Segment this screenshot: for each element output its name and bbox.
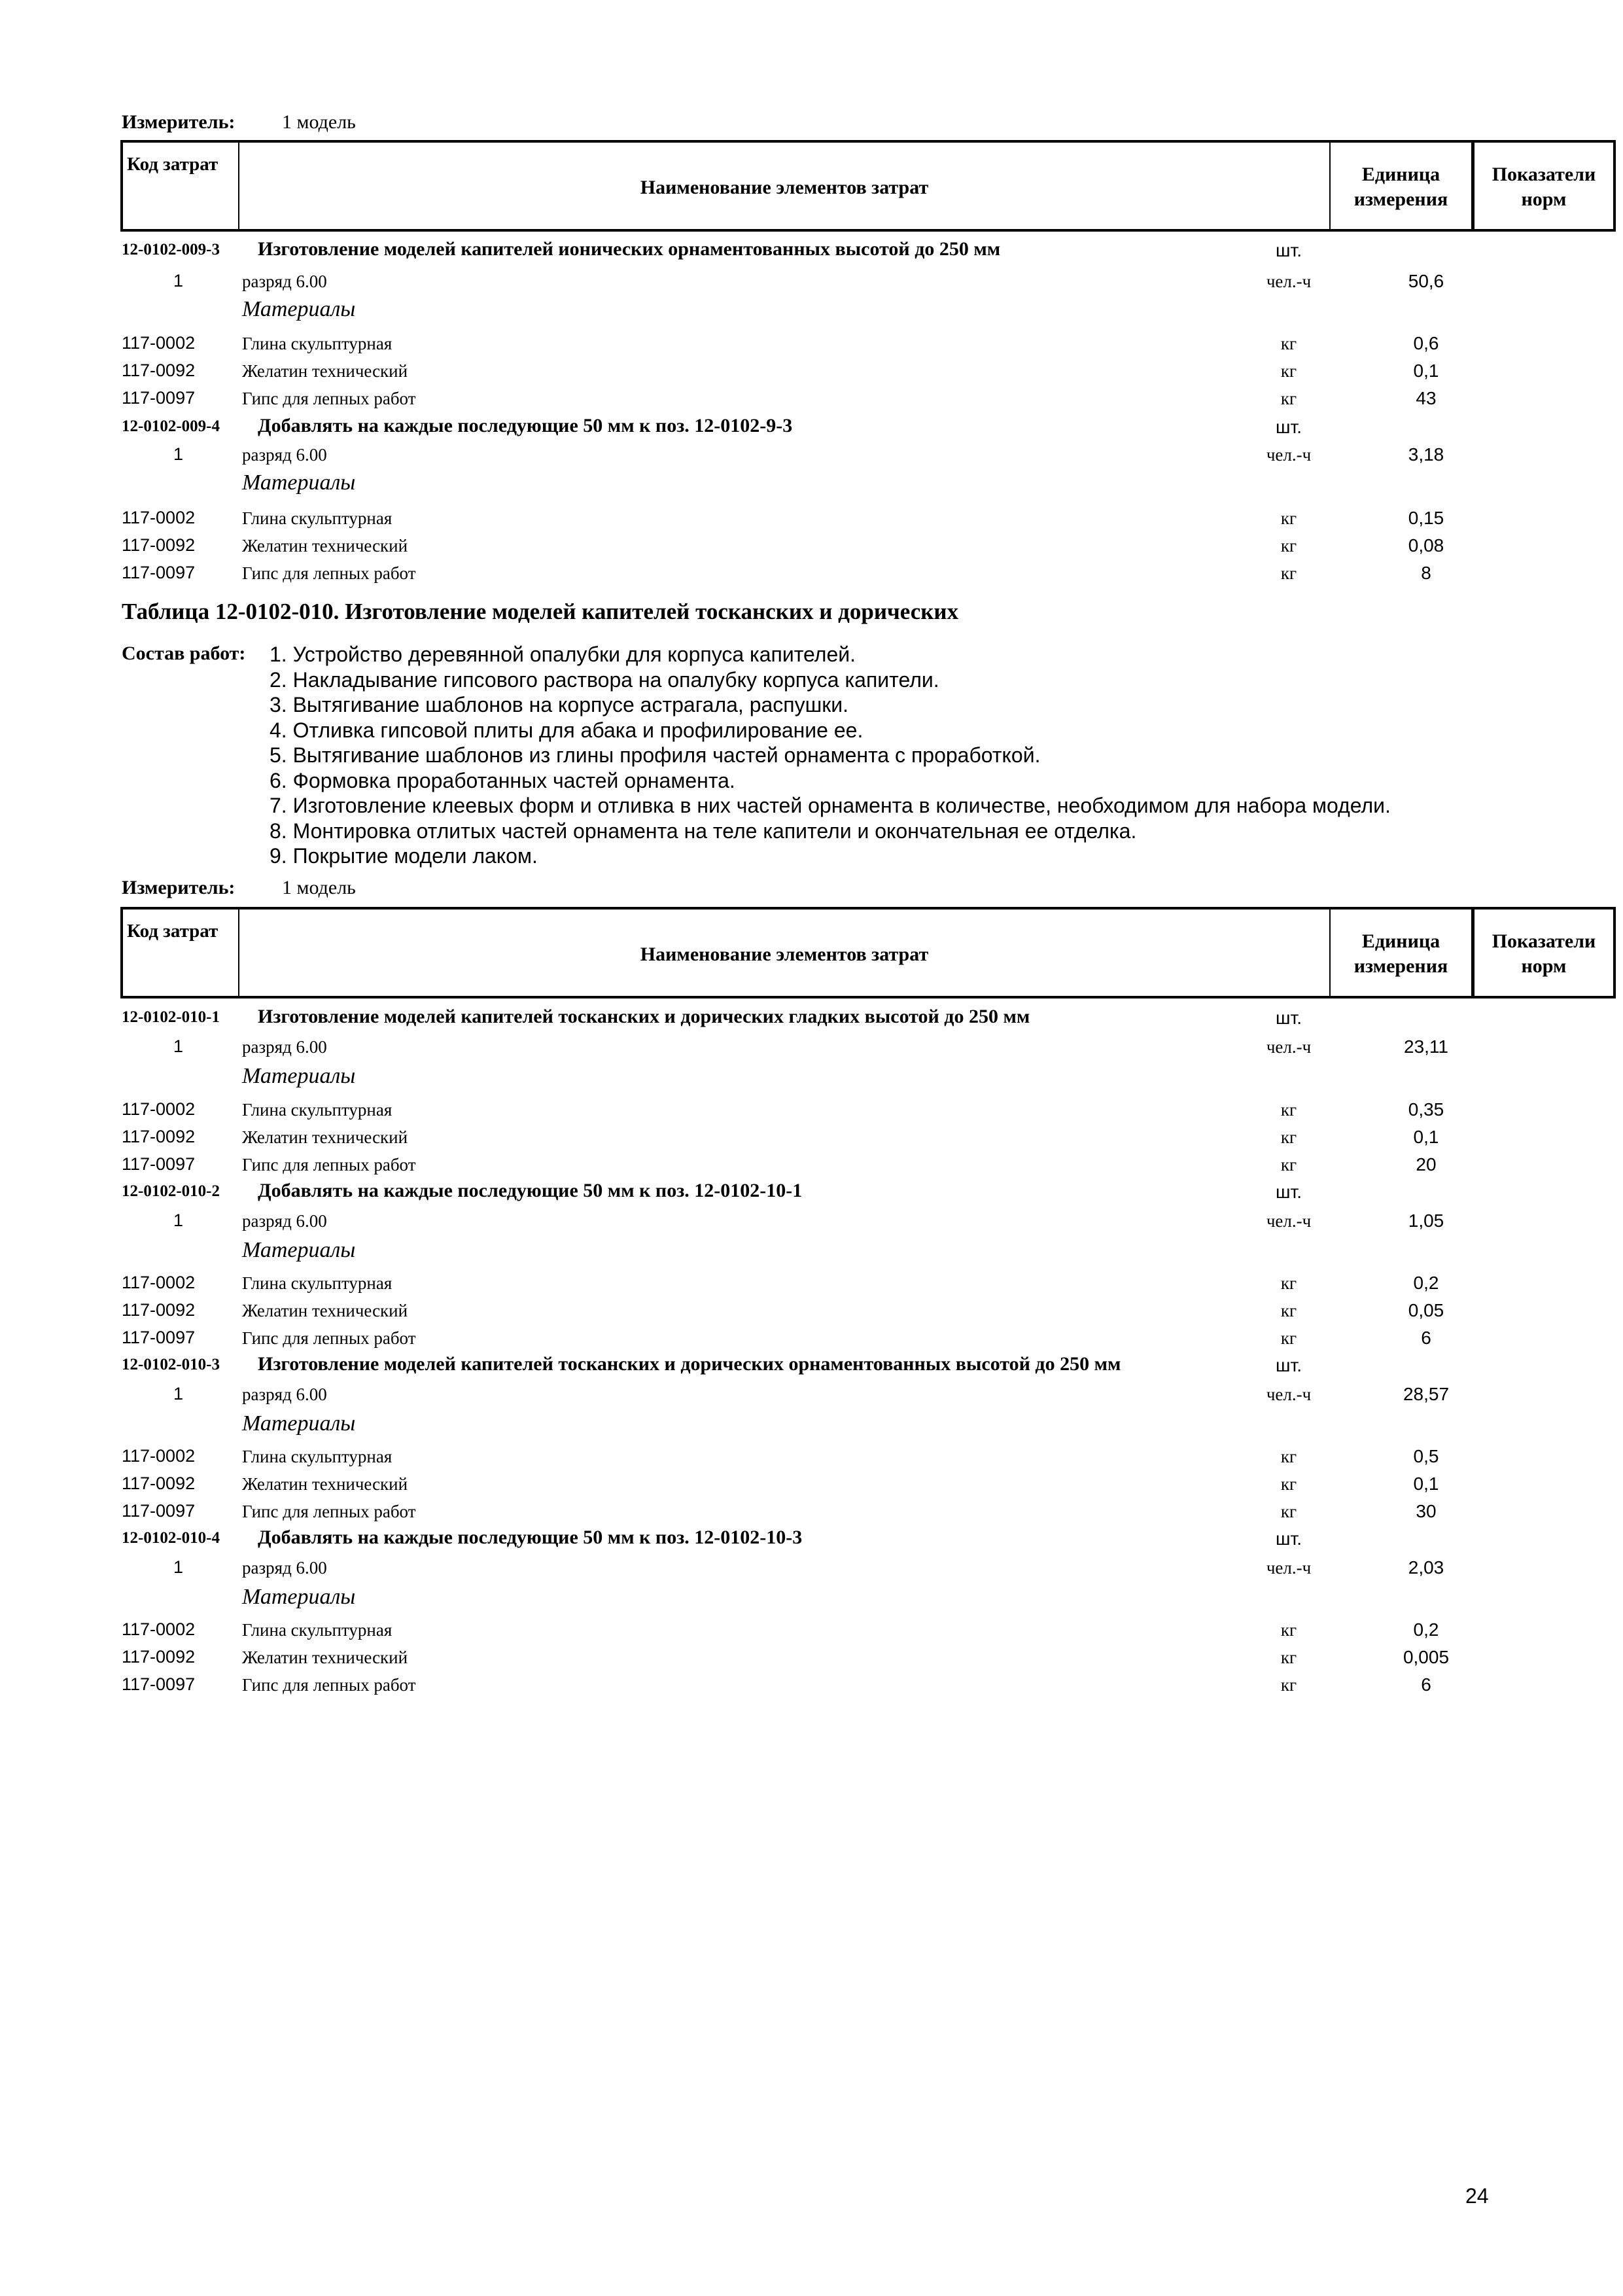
measurer-label: Измеритель: [122, 877, 236, 898]
row-name: Желатин технический [242, 361, 408, 381]
work-item: 5. Вытягивание шаблонов из глины профиля частей орнамента с проработкой. [270, 743, 1041, 767]
row-name: Изготовление моделей капителей ионических орнаментованных высотой до 250 мм [258, 238, 1001, 260]
row-name: Глина скульптурная [242, 1273, 393, 1293]
header-unit: Единица измерения [1353, 930, 1448, 977]
header-unit: Единица измерения [1353, 164, 1448, 210]
table-row [0, 1208, 1623, 1234]
row-norm: 0,1 [1413, 361, 1439, 381]
work-item: 2. Накладывание гипсового раствора на опалубку корпуса капители. [270, 668, 939, 692]
row-code: 117-0002 [122, 1273, 196, 1292]
row-code: 1 [173, 1210, 184, 1230]
row-norm: 2,03 [1408, 1557, 1444, 1578]
row-norm: 0,1 [1413, 1127, 1439, 1147]
materials-heading: Материалы [242, 1064, 356, 1088]
row-unit: чел.-ч [1266, 1385, 1312, 1404]
row-norm: 0,2 [1413, 1273, 1439, 1293]
row-unit: кг [1280, 1675, 1297, 1695]
row-name: Желатин технический [242, 1127, 408, 1147]
table-row [0, 1004, 1623, 1031]
row-code: 117-0092 [122, 535, 196, 555]
row-code: 117-0097 [122, 1154, 196, 1174]
row-name: разряд 6.00 [242, 1558, 327, 1578]
header-code: Код затрат [127, 921, 218, 942]
row-norm: 43 [1416, 388, 1437, 408]
row-unit: шт. [1276, 1008, 1302, 1028]
row-name: Гипс для лепных работ [242, 1328, 416, 1348]
table-row [0, 1555, 1623, 1581]
row-norm: 0,05 [1408, 1300, 1444, 1320]
work-item: 8. Монтировка отлитых частей орнамента на теле капители и окончательная ее отделка. [270, 819, 1137, 843]
row-name: разряд 6.00 [242, 1211, 327, 1231]
table-row [0, 414, 1623, 440]
table-row [0, 330, 1623, 357]
row-name: Глина скульптурная [242, 334, 393, 353]
row-unit: кг [1280, 1447, 1297, 1466]
row-name: Глина скульптурная [242, 1100, 393, 1120]
row-norm: 50,6 [1408, 271, 1444, 291]
row-code: 117-0092 [122, 361, 196, 380]
row-unit: кг [1280, 1648, 1297, 1667]
row-unit: чел.-ч [1266, 272, 1312, 291]
row-norm: 20 [1416, 1154, 1437, 1174]
measurer-2 [122, 877, 356, 899]
row-code: 117-0097 [122, 1328, 196, 1347]
row-unit: кг [1280, 389, 1297, 408]
header-unit-cell [1329, 140, 1473, 232]
header-unit-cell [1329, 907, 1473, 998]
materials-heading: Материалы [242, 1238, 356, 1262]
row-code: 1 [173, 444, 184, 464]
row-name: Глина скульптурная [242, 508, 393, 528]
row-norm: 0,6 [1413, 333, 1439, 353]
materials-heading: Материалы [242, 297, 356, 321]
table-row [0, 1471, 1623, 1497]
row-name: разряд 6.00 [242, 445, 327, 465]
table-header-1 [120, 140, 1596, 232]
row-name: Гипс для лепных работ [242, 563, 416, 583]
row-unit: кг [1280, 563, 1297, 583]
row-name: Гипс для лепных работ [242, 1675, 416, 1695]
row-unit: чел.-ч [1266, 1211, 1312, 1231]
row-norm: 6 [1421, 1674, 1431, 1695]
measurer-value: 1 модель [282, 111, 356, 133]
row-name: Изготовление моделей капителей тосканских и дорических гладких высотой до 250 мм [258, 1006, 1030, 1027]
table-row [0, 560, 1623, 586]
row-norm: 0,15 [1408, 508, 1444, 528]
row-code: 12-0102-009-4 [122, 417, 220, 435]
row-norm: 1,05 [1408, 1210, 1444, 1231]
table-row [0, 1097, 1623, 1123]
table-row [0, 1270, 1623, 1296]
work-item: 7. Изготовление клеевых форм и отливка в них частей орнамента в количестве, необходимом для набора модели. [270, 794, 1391, 817]
table-row [0, 470, 1623, 497]
row-code: 12-0102-010-3 [122, 1356, 220, 1373]
row-unit: кг [1280, 508, 1297, 528]
header-norm-cell [1472, 140, 1616, 232]
table-row [0, 1298, 1623, 1324]
table-row [0, 358, 1623, 384]
row-code: 117-0092 [122, 1127, 196, 1146]
row-unit: кг [1280, 1100, 1297, 1120]
row-name: Желатин технический [242, 1474, 408, 1494]
table-row [0, 1617, 1623, 1643]
row-unit: шт. [1276, 1528, 1302, 1549]
works-label: Состав работ: [122, 643, 246, 664]
table-row [0, 1034, 1623, 1060]
row-unit: кг [1280, 1502, 1297, 1521]
table-row [0, 1498, 1623, 1525]
measurer-1 [122, 111, 356, 133]
table-row [0, 297, 1623, 323]
row-norm: 0,35 [1408, 1099, 1444, 1120]
work-item: 9. Покрытие модели лаком. [270, 844, 538, 868]
row-code: 117-0097 [122, 1501, 196, 1521]
row-name: Гипс для лепных работ [242, 1155, 416, 1174]
row-name: Гипс для лепных работ [242, 389, 416, 408]
row-name: Желатин технический [242, 1301, 408, 1320]
row-unit: чел.-ч [1266, 1037, 1312, 1057]
table-row [0, 1325, 1623, 1351]
header-code-cell [120, 907, 239, 998]
header-name: Наименование элементов затрат [640, 944, 929, 965]
row-norm: 8 [1421, 563, 1431, 583]
row-code: 117-0092 [122, 1474, 196, 1493]
table-row [0, 1352, 1623, 1378]
header-name: Наименование элементов затрат [640, 177, 929, 198]
row-code: 117-0002 [122, 1619, 196, 1639]
table-row [0, 1381, 1623, 1407]
row-name: Желатин технический [242, 536, 408, 556]
materials-heading: Материалы [242, 1411, 356, 1436]
table-row [0, 1525, 1623, 1551]
row-unit: кг [1280, 536, 1297, 556]
table-header-2 [120, 907, 1596, 998]
measurer-label: Измеритель: [122, 111, 236, 133]
table-row [0, 1443, 1623, 1470]
table-row [0, 1152, 1623, 1178]
row-name: Желатин технический [242, 1648, 408, 1667]
table-row [0, 1411, 1623, 1438]
row-norm: 0,5 [1413, 1446, 1439, 1466]
table-row [0, 385, 1623, 412]
row-unit: кг [1280, 1474, 1297, 1494]
row-unit: кг [1280, 334, 1297, 353]
header-norm: Показатели норм [1492, 164, 1596, 210]
row-code: 1 [173, 271, 184, 291]
row-code: 1 [173, 1036, 184, 1056]
row-code: 1 [173, 1557, 184, 1577]
table-title: Таблица 12-0102-010. Изготовление моделей капителей тосканских и дорических [122, 599, 959, 624]
table-row [0, 237, 1623, 263]
row-code: 12-0102-009-3 [122, 241, 220, 258]
row-unit: чел.-ч [1266, 1558, 1312, 1578]
table-row [0, 1238, 1623, 1264]
row-code: 12-0102-010-4 [122, 1529, 220, 1547]
row-unit: кг [1280, 1620, 1297, 1640]
table-row [0, 1064, 1623, 1090]
row-name: разряд 6.00 [242, 1037, 327, 1057]
table-row [0, 1672, 1623, 1698]
row-norm: 0,005 [1403, 1647, 1450, 1667]
row-unit: кг [1280, 1155, 1297, 1174]
row-norm: 23,11 [1404, 1036, 1448, 1057]
page-number: 24 [1465, 2184, 1489, 2208]
header-name-cell [238, 140, 1331, 232]
row-unit: кг [1280, 1273, 1297, 1293]
row-name: Изготовление моделей капителей тосканских и дорических орнаментованных высотой до 250 мм [258, 1353, 1121, 1375]
row-name: Глина скульптурная [242, 1620, 393, 1640]
measurer-value: 1 модель [282, 877, 356, 898]
header-code: Код затрат [127, 154, 218, 175]
row-code: 117-0002 [122, 333, 196, 353]
header-code-cell [120, 140, 239, 232]
row-unit: кг [1280, 1127, 1297, 1147]
table-row [0, 505, 1623, 531]
row-code: 1 [173, 1384, 184, 1404]
row-unit: кг [1280, 361, 1297, 381]
row-unit: шт. [1276, 240, 1302, 260]
work-item: 4. Отливка гипсовой плиты для абака и профилирование ее. [270, 718, 864, 742]
table-row [0, 1644, 1623, 1670]
table-row [0, 442, 1623, 468]
row-name: Гипс для лепных работ [242, 1502, 416, 1521]
row-code: 12-0102-010-1 [122, 1008, 220, 1026]
row-name: Добавлять на каждые последующие 50 мм к поз. 12-0102-10-1 [258, 1180, 803, 1201]
row-code: 12-0102-010-2 [122, 1182, 220, 1200]
row-unit: кг [1280, 1301, 1297, 1320]
row-name: Добавлять на каждые последующие 50 мм к поз. 12-0102-10-3 [258, 1527, 803, 1548]
row-name: Добавлять на каждые последующие 50 мм к поз. 12-0102-9-3 [258, 415, 793, 436]
row-name: Глина скульптурная [242, 1447, 393, 1466]
row-unit: шт. [1276, 1355, 1302, 1375]
row-norm: 0,2 [1413, 1619, 1439, 1640]
row-code: 117-0097 [122, 1674, 196, 1694]
row-norm: 0,08 [1408, 535, 1444, 556]
row-norm: 0,1 [1413, 1474, 1439, 1494]
header-name-cell [238, 907, 1331, 998]
row-unit: чел.-ч [1266, 445, 1312, 465]
table-row [0, 1585, 1623, 1611]
row-code: 117-0097 [122, 388, 196, 408]
table-row [0, 268, 1623, 294]
row-unit: кг [1280, 1328, 1297, 1348]
row-unit: шт. [1276, 417, 1302, 437]
row-code: 117-0002 [122, 508, 196, 527]
header-norm-cell [1472, 907, 1616, 998]
work-item: 6. Формовка проработанных частей орнамента. [270, 769, 735, 792]
row-name: разряд 6.00 [242, 272, 327, 291]
materials-heading: Материалы [242, 1585, 356, 1609]
row-norm: 30 [1416, 1501, 1437, 1521]
row-code: 117-0097 [122, 563, 196, 582]
header-norm: Показатели норм [1492, 930, 1596, 977]
table-row [0, 1178, 1623, 1205]
row-norm: 6 [1421, 1328, 1431, 1348]
row-name: разряд 6.00 [242, 1385, 327, 1404]
work-item: 3. Вытягивание шаблонов на корпусе астрагала, распушки. [270, 693, 849, 716]
row-code: 117-0002 [122, 1446, 196, 1466]
table-row [0, 1124, 1623, 1150]
materials-heading: Материалы [242, 470, 356, 495]
row-norm: 28,57 [1403, 1384, 1450, 1404]
row-norm: 3,18 [1408, 444, 1444, 465]
row-code: 117-0092 [122, 1300, 196, 1320]
table-row [0, 533, 1623, 559]
row-code: 117-0002 [122, 1099, 196, 1119]
row-unit: шт. [1276, 1182, 1302, 1202]
work-item: 1. Устройство деревянной опалубки для корпуса капителей. [270, 643, 856, 666]
row-code: 117-0092 [122, 1647, 196, 1667]
